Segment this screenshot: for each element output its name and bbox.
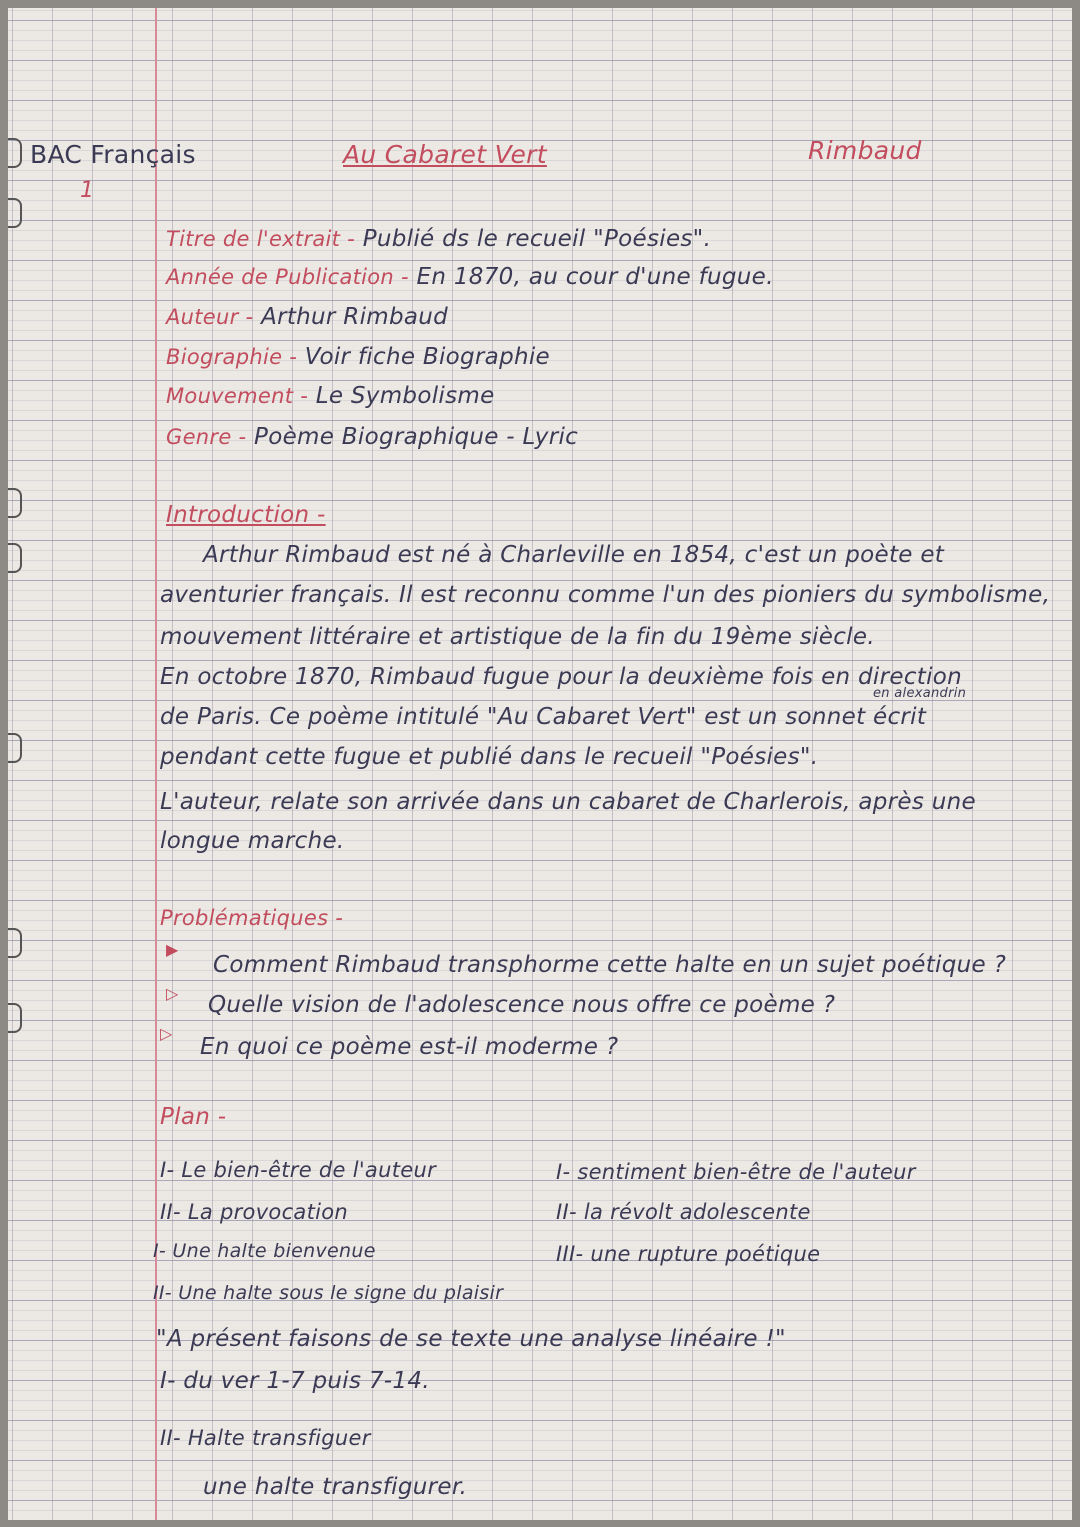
info-label: Titre de l'extrait - xyxy=(166,227,356,251)
info-label: Auteur - xyxy=(166,305,254,329)
quote: "A présent faisons de se texte une analyse linéaire !" xyxy=(156,1326,786,1352)
info-value: En 1870, au cour d'une fugue. xyxy=(416,264,774,290)
info-value: Poème Biographique - Lyric xyxy=(254,424,579,450)
binder-hole xyxy=(8,138,22,168)
intro-line: L'auteur, relate son arrivée dans un cabaret de Charlerois, après une xyxy=(160,789,976,815)
info-value: Le Symbolisme xyxy=(315,383,495,409)
plan-item: I- Le bien-être de l'auteur xyxy=(160,1158,437,1182)
info-value: Publié ds le recueil "Poésies". xyxy=(362,226,712,252)
plan-extra: II- Halte transfiguer xyxy=(160,1426,371,1450)
plan-item: II- La provocation xyxy=(160,1200,349,1224)
question: En quoi ce poème est-il moderme ? xyxy=(200,1034,619,1060)
intro-heading: Introduction - xyxy=(166,502,326,528)
info-label: Biographie - xyxy=(166,345,298,369)
plan-item: I- Une halte bienvenue xyxy=(153,1240,376,1262)
plan-extra: une halte transfigurer. xyxy=(203,1474,468,1500)
intro-line: aventurier français. Il est reconnu comme l'un des pioniers du symbolisme, xyxy=(160,582,1051,608)
info-label: Mouvement - xyxy=(166,384,309,408)
triangle-bullet-icon: ▶ xyxy=(166,940,179,959)
plan-extra: I- du ver 1-7 puis 7-14. xyxy=(160,1368,430,1394)
question: Quelle vision de l'adolescence nous offre ce poème ? xyxy=(208,992,836,1018)
notebook-page xyxy=(8,8,1072,1520)
intro-line: longue marche. xyxy=(160,828,345,854)
subject: BAC Français xyxy=(30,140,196,169)
question: Comment Rimbaud transphorme cette halte en un sujet poétique ? xyxy=(213,952,1007,978)
binder-hole xyxy=(8,1003,22,1033)
sheet-number: 1 xyxy=(80,178,95,203)
annotation: en alexandrin xyxy=(873,686,967,701)
triangle-bullet-icon: ▷ xyxy=(166,984,179,1003)
plan-item: II- la révolt adolescente xyxy=(556,1200,811,1224)
author-header: Rimbaud xyxy=(808,136,922,165)
plan-item: III- une rupture poétique xyxy=(556,1242,821,1266)
intro-line: mouvement littéraire et artistique de la fin du 19ème siècle. xyxy=(160,624,875,650)
binder-hole xyxy=(8,733,22,763)
plan-item: II- Une halte sous le signe du plaisir xyxy=(153,1282,504,1304)
info-value: Voir fiche Biographie xyxy=(304,344,550,370)
info-value: Arthur Rimbaud xyxy=(261,304,449,330)
intro-line: de Paris. Ce poème intitulé "Au Cabaret Vert" est un sonnet écrit xyxy=(160,704,927,730)
plan-heading: Plan - xyxy=(160,1104,227,1130)
page-title: Au Cabaret Vert xyxy=(343,140,547,169)
info-label: Année de Publication - xyxy=(166,265,409,289)
binder-hole xyxy=(8,198,22,228)
triangle-bullet-icon: ▷ xyxy=(160,1024,173,1043)
binder-hole xyxy=(8,488,22,518)
info-label: Genre - xyxy=(166,425,247,449)
intro-line: Arthur Rimbaud est né à Charleville en 1854, c'est un poète et xyxy=(203,542,945,568)
intro-line: En octobre 1870, Rimbaud fugue pour la deuxième fois en direction xyxy=(160,664,963,690)
problematiques-heading: Problématiques - xyxy=(160,906,344,930)
binder-hole xyxy=(8,543,22,573)
plan-item: I- sentiment bien-être de l'auteur xyxy=(556,1160,916,1184)
intro-line: pendant cette fugue et publié dans le recueil "Poésies". xyxy=(160,744,819,770)
binder-hole xyxy=(8,928,22,958)
